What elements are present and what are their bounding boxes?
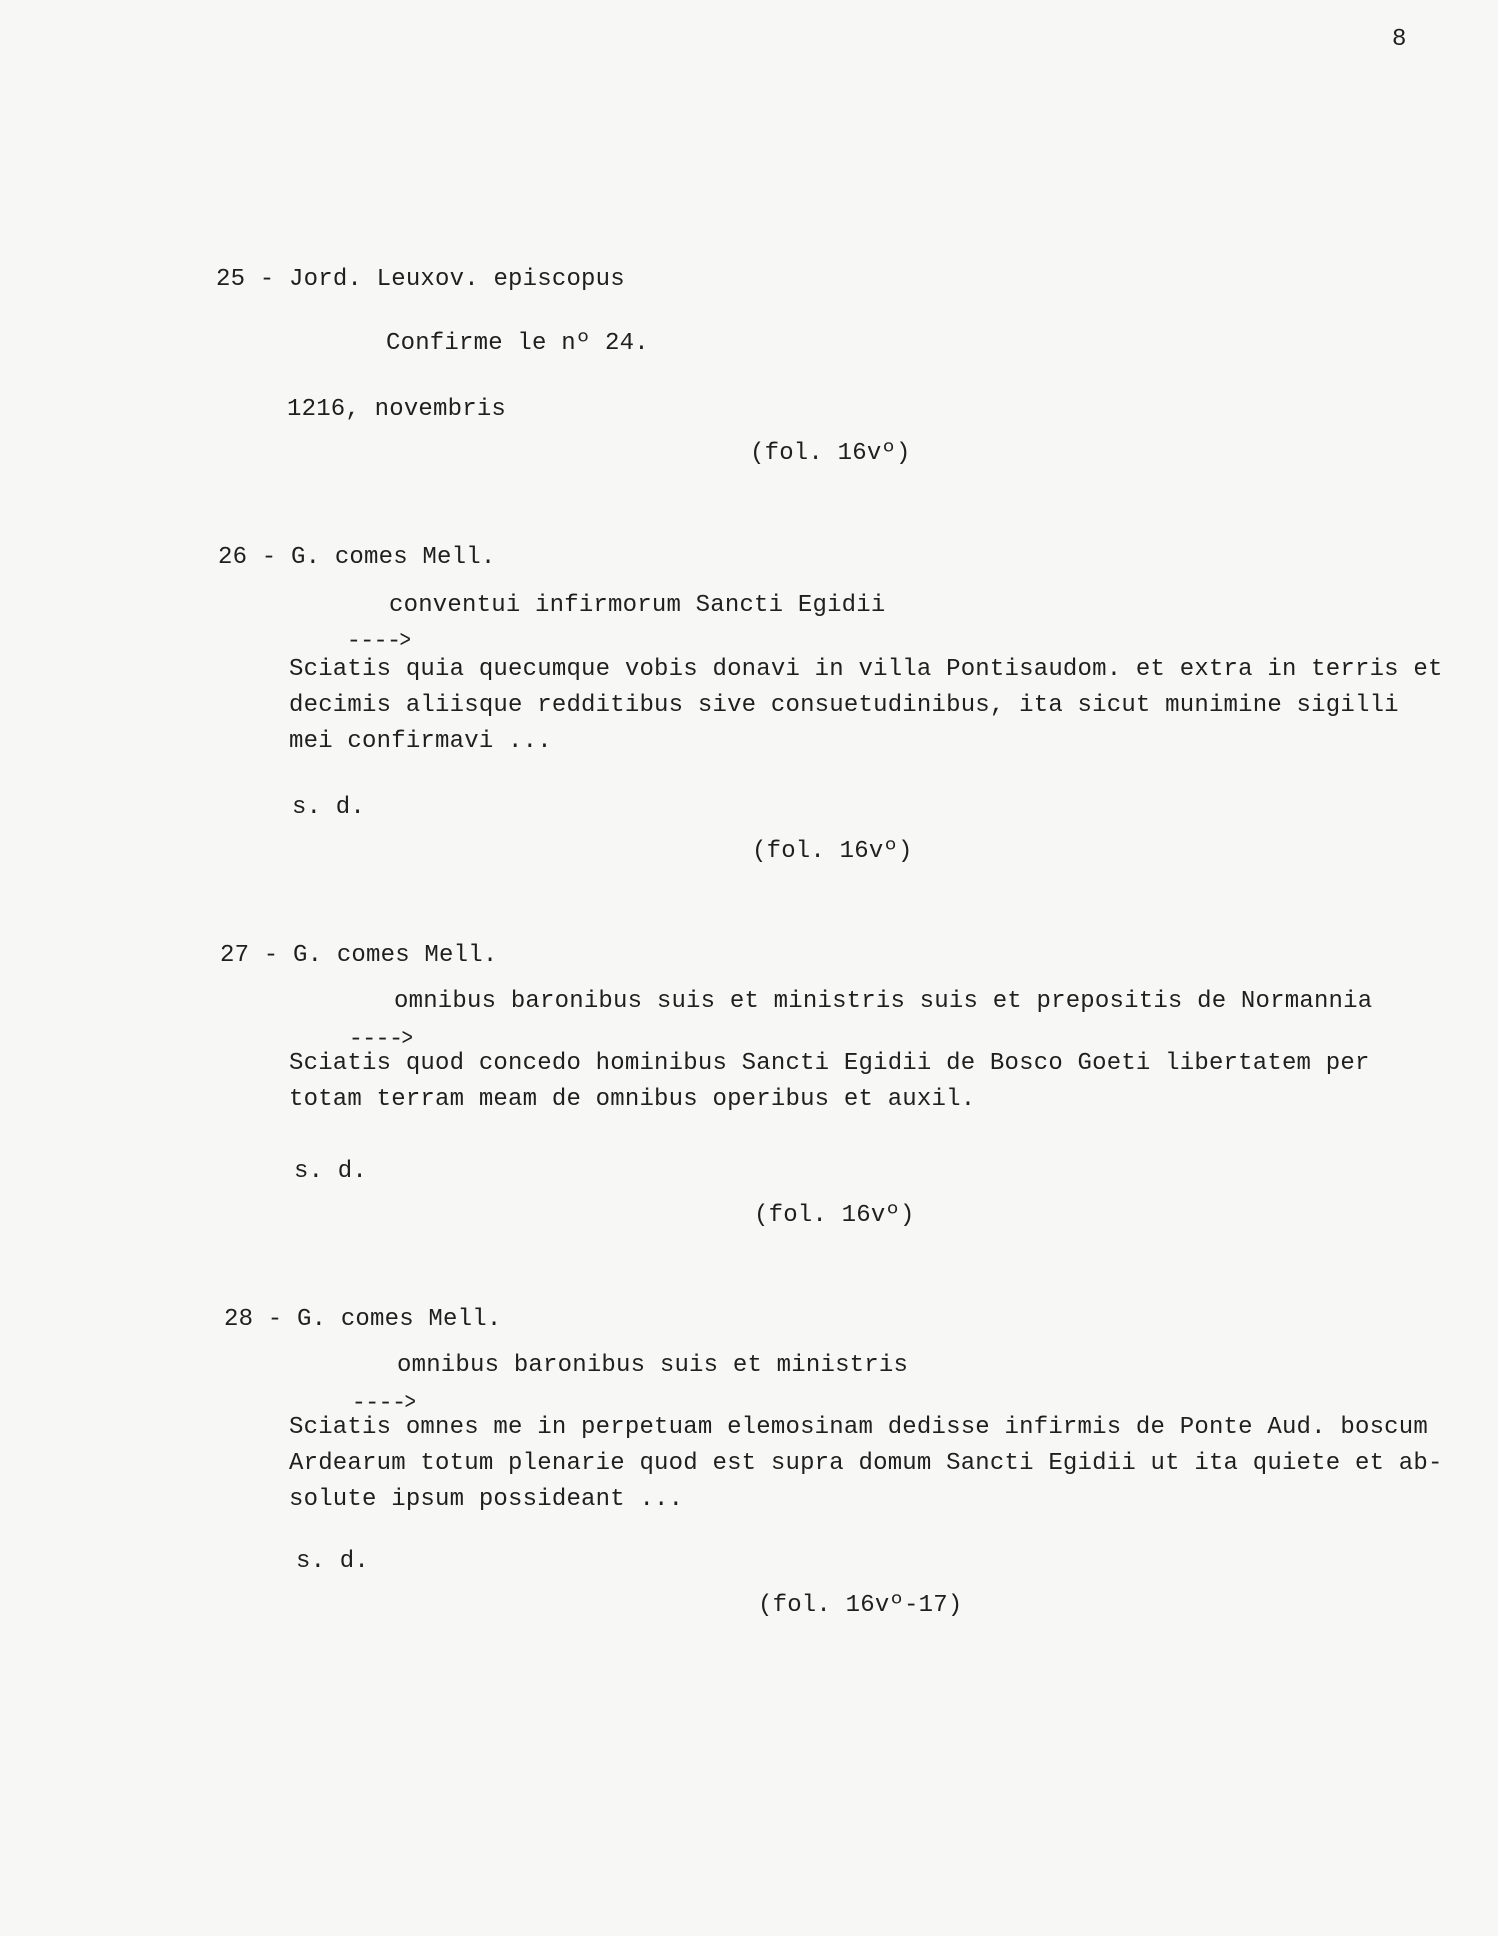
arrow-head-icon: > xyxy=(401,1026,414,1053)
entry-addressee: conventui infirmorum Sancti Egidii xyxy=(389,592,886,619)
entry-heading: 27 - G. comes Mell. xyxy=(220,942,498,969)
entry-heading: 25 - Jord. Leuxov. episcopus xyxy=(216,266,625,293)
entry-note: Confirme le nº 24. xyxy=(386,330,649,357)
arrow-head-icon: > xyxy=(404,1390,417,1417)
entry-date: 1216, novembris xyxy=(287,396,507,423)
entry-heading: 28 - G. comes Mell. xyxy=(224,1306,502,1333)
page-number: 8 xyxy=(1392,26,1407,53)
entry-folio: (fol. 16vº) xyxy=(750,440,911,467)
entry-folio: (fol. 16vº) xyxy=(752,838,913,865)
arrow-head-icon: > xyxy=(399,628,412,655)
arrow-dashes: ---- xyxy=(348,1026,403,1053)
entry-text: Sciatis quia quecumque vobis donavi in villa Pontisaudom. et extra in terris et decimis aliisque redditibus sive consuetudinibus, ita sicut munimine sigilli mei confirmavi ... xyxy=(289,656,1443,755)
entry-addressee: omnibus baronibus suis et ministris xyxy=(397,1352,909,1379)
entry-date: s. d. xyxy=(294,1158,368,1185)
entry-folio: (fol. 16vº-17) xyxy=(758,1592,963,1619)
entry-folio: (fol. 16vº) xyxy=(754,1202,915,1229)
arrow-dashes: ---- xyxy=(351,1390,406,1417)
entry-text: Sciatis omnes me in perpetuam elemosinam dedisse infirmis de Ponte Aud. boscum Ardearum totum plenarie quod est supra domum Sancti Egidii ut ita quiete et ab-solute ipsum possideant ... xyxy=(289,1414,1443,1513)
entry-date: s. d. xyxy=(296,1548,370,1575)
arrow-dashes: ---- xyxy=(346,628,401,655)
entry-date: s. d. xyxy=(292,794,366,821)
entry-heading: 26 - G. comes Mell. xyxy=(218,544,496,571)
entry-text: Sciatis quod concedo hominibus Sancti Egidii de Bosco Goeti libertatem per totam terram meam de omnibus operibus et auxil. xyxy=(289,1050,1370,1113)
entry-addressee: omnibus baronibus suis et ministris suis et prepositis de Normannia xyxy=(394,988,1373,1015)
